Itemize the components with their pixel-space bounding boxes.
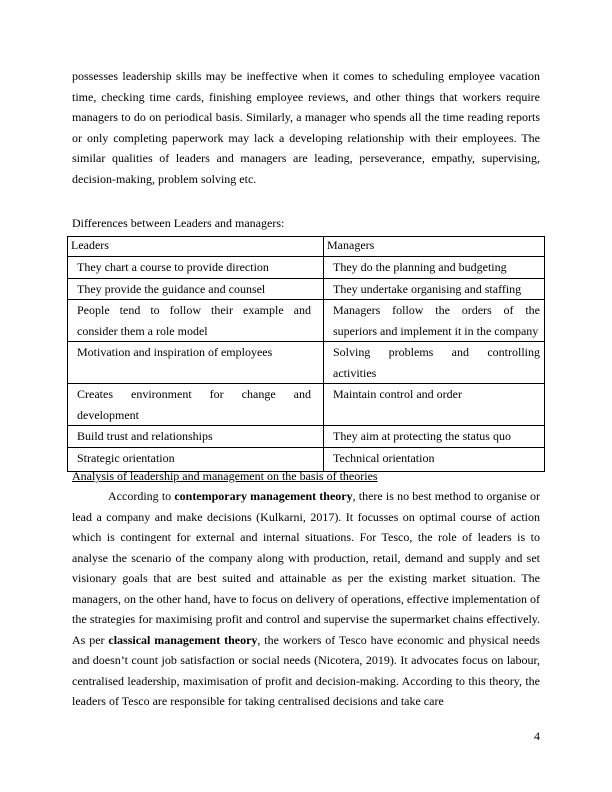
- table-row: [68, 278, 545, 300]
- leaders-cell: Strategic orientation: [68, 447, 324, 472]
- leaders-cell: People tend to follow their example and consider them a role model: [68, 300, 324, 342]
- differences-table: [67, 236, 545, 472]
- table-row: [68, 300, 545, 342]
- leaders-cell: Build trust and relationships: [68, 426, 324, 448]
- table-header-row: [68, 237, 545, 257]
- managers-cell: They do the planning and budgeting: [324, 257, 545, 279]
- managers-cell: Technical orientation: [324, 447, 545, 472]
- analysis-text-1: According to: [108, 489, 175, 503]
- leaders-cell: Creates environment for change and development: [68, 384, 324, 426]
- managers-cell: Solving problems and controlling activities: [324, 342, 545, 384]
- table-row: [68, 447, 545, 472]
- managers-cell: They undertake organising and staffing: [324, 278, 545, 300]
- analysis-text-3: , the workers of Tesco have economic and physical needs and doesn’t count job satisfaction or social needs (Nicotera, 2019). It advocates focus on labour, centralised leadership, maximisation of profit and decision-making. According to this theory, the leaders of Tesco are responsible for taking centralised decisions and take care: [72, 632, 540, 708]
- header-managers: Managers: [324, 237, 545, 257]
- header-leaders: Leaders: [68, 237, 324, 257]
- analysis-text-2: , there is no best method to organise or lead a company and make decisions (Kulkarni, 2017). It focusses on optimal course of action which is contingent for external and internal situations. For Tesco, the role of leaders is to analyse the scenario of the company along with production, retail, demand and supply and set visionary goals that are best suited and attainable as per the existing market situation. The managers, on the other hand, have to focus on delivery of operations, effective implementation of the strategies for maximising profit and control and supervise the supermarket chains effectively. As per: [72, 489, 540, 647]
- managers-cell: They aim at protecting the status quo: [324, 426, 545, 448]
- managers-cell: Managers follow the orders of the superiors and implement it in the company: [324, 300, 545, 342]
- table-row: [68, 342, 545, 384]
- page-number: 4: [534, 729, 540, 743]
- analysis-paragraph: [72, 486, 540, 712]
- leaders-cell: They chart a course to provide direction: [68, 257, 324, 279]
- leaders-cell: Motivation and inspiration of employees: [68, 342, 324, 384]
- table-row: [68, 384, 545, 426]
- intro-paragraph: possesses leadership skills may be ineffective when it comes to scheduling employee vacation time, checking time cards, finishing employee reviews, and other things that workers require managers to do on periodical basis. Similarly, a manager who spends all the time reading reports or only completing paperwork may lack a developing relationship with their employees. The similar qualities of leaders and managers are leading, perseverance, empathy, supervising, decision-making, problem solving etc.: [72, 69, 540, 186]
- leaders-cell: They provide the guidance and counsel: [68, 278, 324, 300]
- table-caption: Differences between Leaders and managers:: [72, 216, 285, 230]
- table-row: [68, 257, 545, 279]
- section-heading: Analysis of leadership and management on the basis of theories: [72, 469, 378, 483]
- managers-cell: Maintain control and order: [324, 384, 545, 426]
- table-row: [68, 426, 545, 448]
- classical-theory-term: classical management theory: [108, 632, 258, 647]
- contemporary-theory-term: contemporary management theory: [174, 489, 353, 503]
